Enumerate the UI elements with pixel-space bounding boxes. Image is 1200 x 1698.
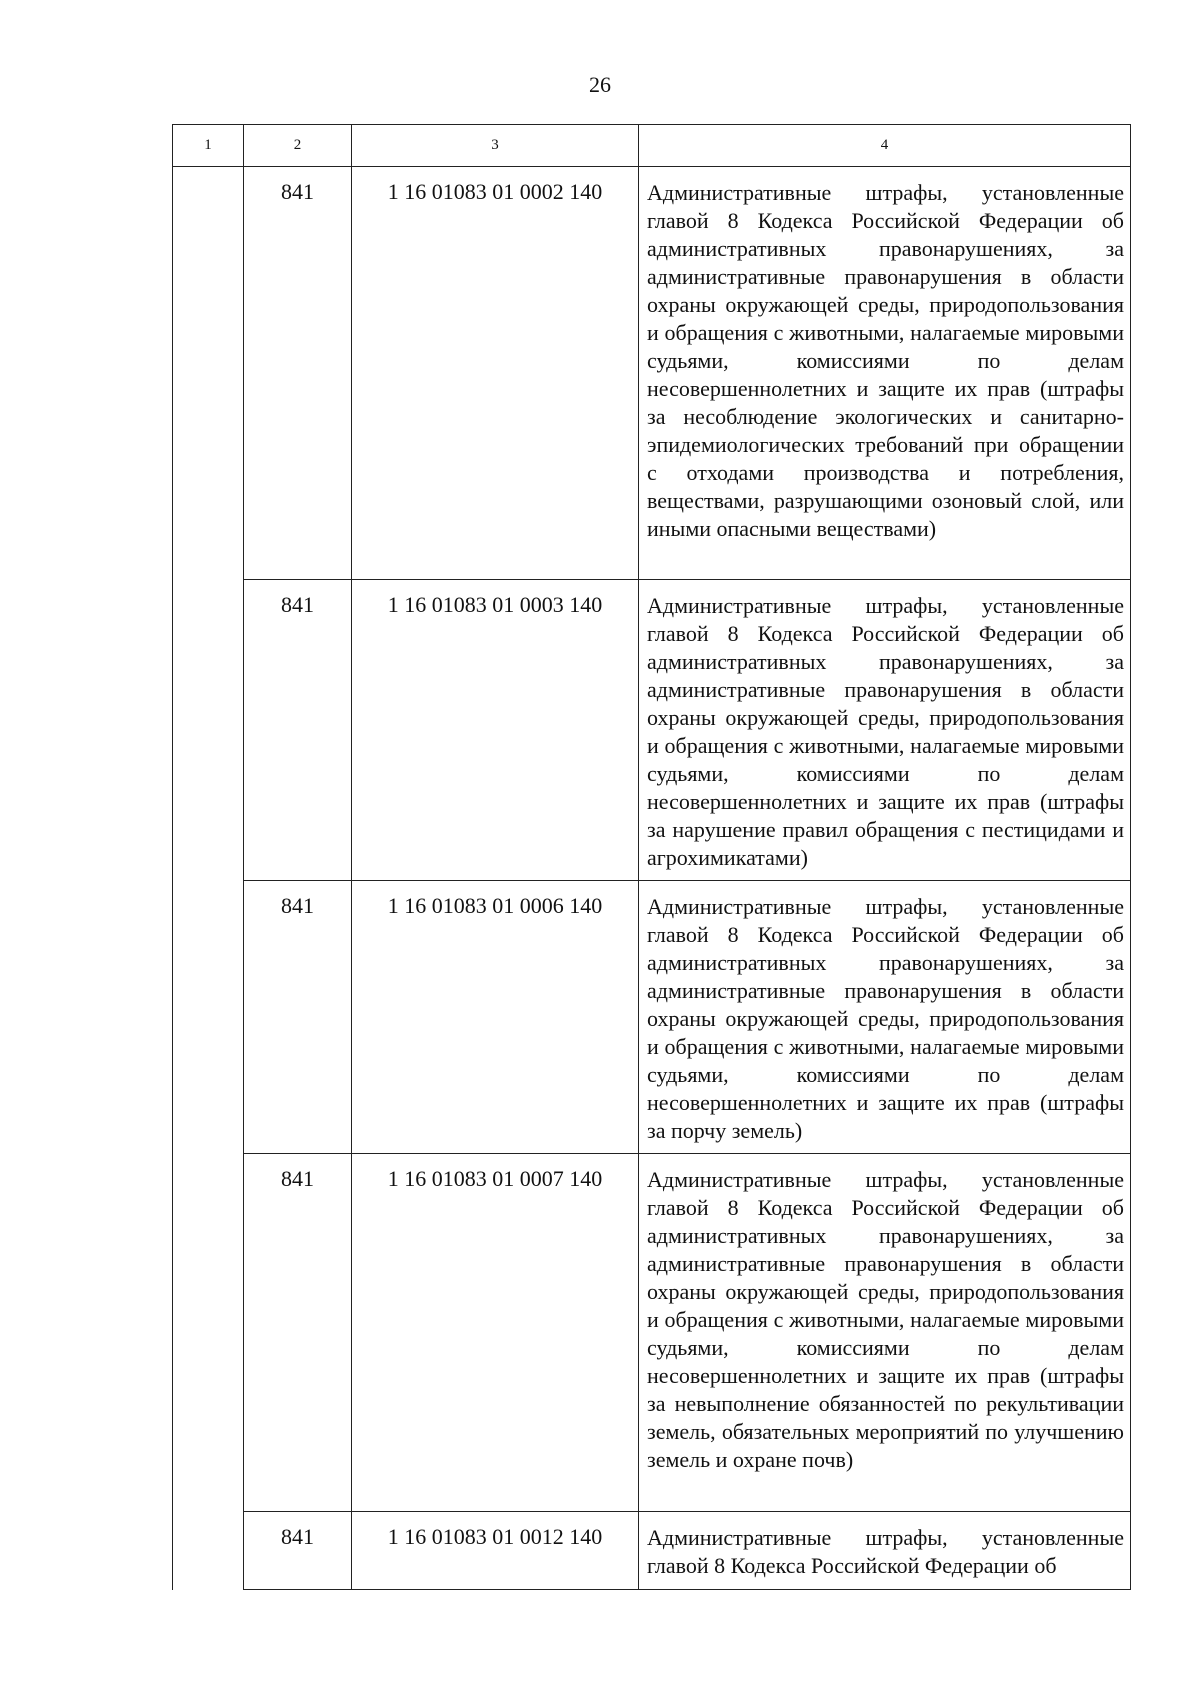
description-cell: Административные штрафы, установленные главой 8 Кодекса Российской Федерации об административных правонарушениях, за административные правонарушения в области охраны окружающей среды, природопользования и обращения с животными, налагаемые мировыми судьями, комиссиями по делам несовершеннолетних и защите их прав (штрафы за невыполнение обязанностей по рекультивации земель, обязательных мероприятий по улучшению земель и охране почв) (639, 1154, 1131, 1512)
admin-code-cell: 841 (244, 1512, 352, 1590)
table-header-row (173, 125, 1131, 167)
column-header: 3 (352, 125, 639, 167)
column-header: 4 (639, 125, 1131, 167)
description-cell: Административные штрафы, установленные главой 8 Кодекса Российской Федерации об (639, 1512, 1131, 1590)
column-header: 1 (173, 125, 244, 167)
empty-number-cell (173, 167, 244, 1590)
kbk-code-cell: 1 16 01083 01 0012 140 (352, 1512, 639, 1590)
admin-code-cell: 841 (244, 1154, 352, 1512)
kbk-code-cell: 1 16 01083 01 0006 140 (352, 881, 639, 1154)
table-row (173, 580, 1131, 881)
table-row (173, 167, 1131, 580)
page-number: 26 (589, 72, 611, 97)
table-row (173, 1512, 1131, 1590)
kbk-code-cell: 1 16 01083 01 0003 140 (352, 580, 639, 881)
admin-code-cell: 841 (244, 881, 352, 1154)
admin-code-cell: 841 (244, 580, 352, 881)
column-header: 2 (244, 125, 352, 167)
table-row (173, 881, 1131, 1154)
kbk-code-cell: 1 16 01083 01 0002 140 (352, 167, 639, 580)
table-row (173, 1154, 1131, 1512)
description-cell: Административные штрафы, установленные главой 8 Кодекса Российской Федерации об административных правонарушениях, за административные правонарушения в области охраны окружающей среды, природопользования и обращения с животными, налагаемые мировыми судьями, комиссиями по делам несовершеннолетних и защите их прав (штрафы за нарушение правил обращения с пестицидами и агрохимикатами) (639, 580, 1131, 881)
admin-code-cell: 841 (244, 167, 352, 580)
description-cell: Административные штрафы, установленные главой 8 Кодекса Российской Федерации об административных правонарушениях, за административные правонарушения в области охраны окружающей среды, природопользования и обращения с животными, налагаемые мировыми судьями, комиссиями по делам несовершеннолетних и защите их прав (штрафы за несоблюдение экологических и санитарно-эпидемиологических требований при обращении с отходами производства и потребления, веществами, разрушающими озоновый слой, или иными опасными веществами) (639, 167, 1131, 580)
kbk-code-cell: 1 16 01083 01 0007 140 (352, 1154, 639, 1512)
budget-codes-table (172, 124, 1131, 1590)
description-cell: Административные штрафы, установленные главой 8 Кодекса Российской Федерации об административных правонарушениях, за административные правонарушения в области охраны окружающей среды, природопользования и обращения с животными, налагаемые мировыми судьями, комиссиями по делам несовершеннолетних и защите их прав (штрафы за порчу земель) (639, 881, 1131, 1154)
